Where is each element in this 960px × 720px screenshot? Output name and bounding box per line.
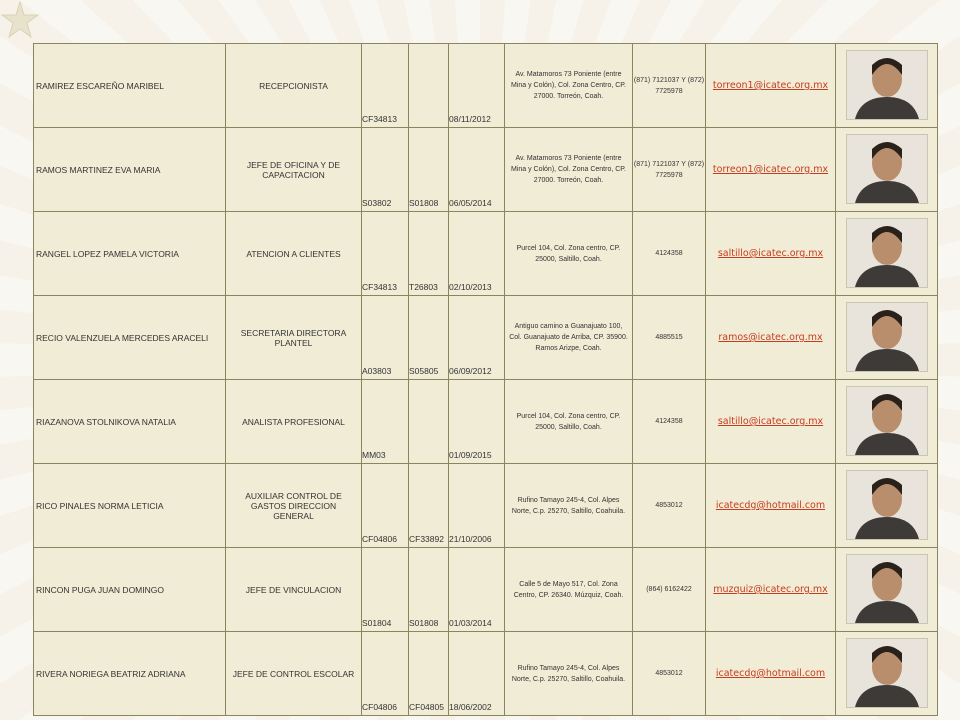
position-code: A03803 <box>362 296 409 380</box>
position-code: S03802 <box>362 128 409 212</box>
employee-name: RAMOS MARTINEZ EVA MARIA <box>34 128 226 212</box>
employee-photo <box>846 218 928 288</box>
job-title: AUXILIAR CONTROL DE GASTOS DIRECCION GENERAL <box>226 464 362 548</box>
position-code: CF04806 <box>362 464 409 548</box>
hire-date: 06/09/2012 <box>449 296 505 380</box>
job-title: JEFE DE VINCULACION <box>226 548 362 632</box>
email-link[interactable]: icatecdg@hotmail.com <box>715 500 826 511</box>
secondary-code: S05805 <box>409 296 449 380</box>
secondary-code: CF04805 <box>409 632 449 716</box>
phone-number: 4124358 <box>633 380 706 464</box>
employee-name: RICO PINALES NORMA LETICIA <box>34 464 226 548</box>
phone-number: (871) 7121037 Y (872) 7725978 <box>633 128 706 212</box>
employee-name: RECIO VALENZUELA MERCEDES ARACELI <box>34 296 226 380</box>
photo-cell <box>836 632 938 716</box>
email-cell <box>706 632 836 716</box>
email-cell <box>706 296 836 380</box>
email-link[interactable]: muzquiz@icatec.org.mx <box>713 584 828 595</box>
phone-number: 4853012 <box>633 632 706 716</box>
secondary-code: S01808 <box>409 548 449 632</box>
email-link[interactable]: icatecdg@hotmail.com <box>715 668 826 679</box>
hire-date: 06/05/2014 <box>449 128 505 212</box>
employee-name: RIAZANOVA STOLNIKOVA NATALIA <box>34 380 226 464</box>
employee-name: RINCON PUGA JUAN DOMINGO <box>34 548 226 632</box>
employee-photo <box>846 554 928 624</box>
staff-row <box>34 44 938 128</box>
staff-row <box>34 548 938 632</box>
staff-directory-table <box>33 43 938 716</box>
employee-photo <box>846 638 928 708</box>
office-address: Av. Matamoros 73 Poniente (entre Mina y Colón), Col. Zona Centro, CP. 27000. Torreón, Coah. <box>505 44 633 128</box>
employee-photo <box>846 386 928 456</box>
hire-date: 18/06/2002 <box>449 632 505 716</box>
office-address: Calle 5 de Mayo 517, Col. Zona Centro, CP. 26340. Múzquiz, Coah. <box>505 548 633 632</box>
phone-number: 4885515 <box>633 296 706 380</box>
photo-cell <box>836 464 938 548</box>
email-link[interactable]: torreon1@icatec.org.mx <box>712 164 829 175</box>
office-address: Av. Matamoros 73 Poniente (entre Mina y Colón), Col. Zona Centro, CP. 27000. Torreón, Coah. <box>505 128 633 212</box>
job-title: JEFE DE CONTROL ESCOLAR <box>226 632 362 716</box>
hire-date: 01/09/2015 <box>449 380 505 464</box>
job-title: ATENCION A CLIENTES <box>226 212 362 296</box>
staff-row <box>34 128 938 212</box>
photo-cell <box>836 380 938 464</box>
email-cell <box>706 380 836 464</box>
employee-photo <box>846 302 928 372</box>
email-cell <box>706 212 836 296</box>
employee-photo <box>846 470 928 540</box>
office-address: Rufino Tamayo 245-4, Col. Alpes Norte, C.p. 25270, Saltillo, Coahuila. <box>505 464 633 548</box>
staff-row <box>34 380 938 464</box>
email-link[interactable]: torreon1@icatec.org.mx <box>712 80 829 91</box>
employee-photo <box>846 134 928 204</box>
hire-date: 02/10/2013 <box>449 212 505 296</box>
employee-name: RANGEL LOPEZ PAMELA VICTORIA <box>34 212 226 296</box>
employee-name: RIVERA NORIEGA BEATRIZ ADRIANA <box>34 632 226 716</box>
secondary-code <box>409 380 449 464</box>
job-title: SECRETARIA DIRECTORA PLANTEL <box>226 296 362 380</box>
position-code: CF34813 <box>362 44 409 128</box>
office-address: Antiguo camino a Guanajuato 100, Col. Guanajuato de Arriba, CP. 35900. Ramos Arizpe, Coah. <box>505 296 633 380</box>
staff-row <box>34 632 938 716</box>
position-code: CF34813 <box>362 212 409 296</box>
staff-row <box>34 464 938 548</box>
office-address: Rufino Tamayo 245-4, Col. Alpes Norte, C.p. 25270, Saltillo, Coahuila. <box>505 632 633 716</box>
job-title: JEFE DE OFICINA Y DE CAPACITACION <box>226 128 362 212</box>
email-link[interactable]: saltillo@icatec.org.mx <box>717 416 824 427</box>
email-cell <box>706 464 836 548</box>
position-code: MM03 <box>362 380 409 464</box>
office-address: Purcel 104, Col. Zona centro, CP. 25000, Saltillo, Coah. <box>505 380 633 464</box>
employee-name: RAMIREZ ESCAREÑO MARIBEL <box>34 44 226 128</box>
employee-photo <box>846 50 928 120</box>
hire-date: 01/03/2014 <box>449 548 505 632</box>
email-cell <box>706 128 836 212</box>
photo-cell <box>836 548 938 632</box>
job-title: ANALISTA PROFESIONAL <box>226 380 362 464</box>
photo-cell <box>836 296 938 380</box>
phone-number: 4124358 <box>633 212 706 296</box>
secondary-code: S01808 <box>409 128 449 212</box>
photo-cell <box>836 44 938 128</box>
secondary-code: CF33892 <box>409 464 449 548</box>
hire-date: 08/11/2012 <box>449 44 505 128</box>
position-code: CF04806 <box>362 632 409 716</box>
secondary-code: T26803 <box>409 212 449 296</box>
email-link[interactable]: ramos@icatec.org.mx <box>718 332 823 343</box>
staff-row <box>34 212 938 296</box>
photo-cell <box>836 128 938 212</box>
job-title: RECEPCIONISTA <box>226 44 362 128</box>
phone-number: (871) 7121037 Y (872) 7725978 <box>633 44 706 128</box>
email-cell <box>706 548 836 632</box>
secondary-code <box>409 44 449 128</box>
email-link[interactable]: saltillo@icatec.org.mx <box>717 248 824 259</box>
star-icon <box>0 0 40 40</box>
email-cell <box>706 44 836 128</box>
staff-row <box>34 296 938 380</box>
phone-number: 4853012 <box>633 464 706 548</box>
hire-date: 21/10/2006 <box>449 464 505 548</box>
photo-cell <box>836 212 938 296</box>
office-address: Purcel 104, Col. Zona centro, CP. 25000, Saltillo, Coah. <box>505 212 633 296</box>
phone-number: (864) 6162422 <box>633 548 706 632</box>
position-code: S01804 <box>362 548 409 632</box>
